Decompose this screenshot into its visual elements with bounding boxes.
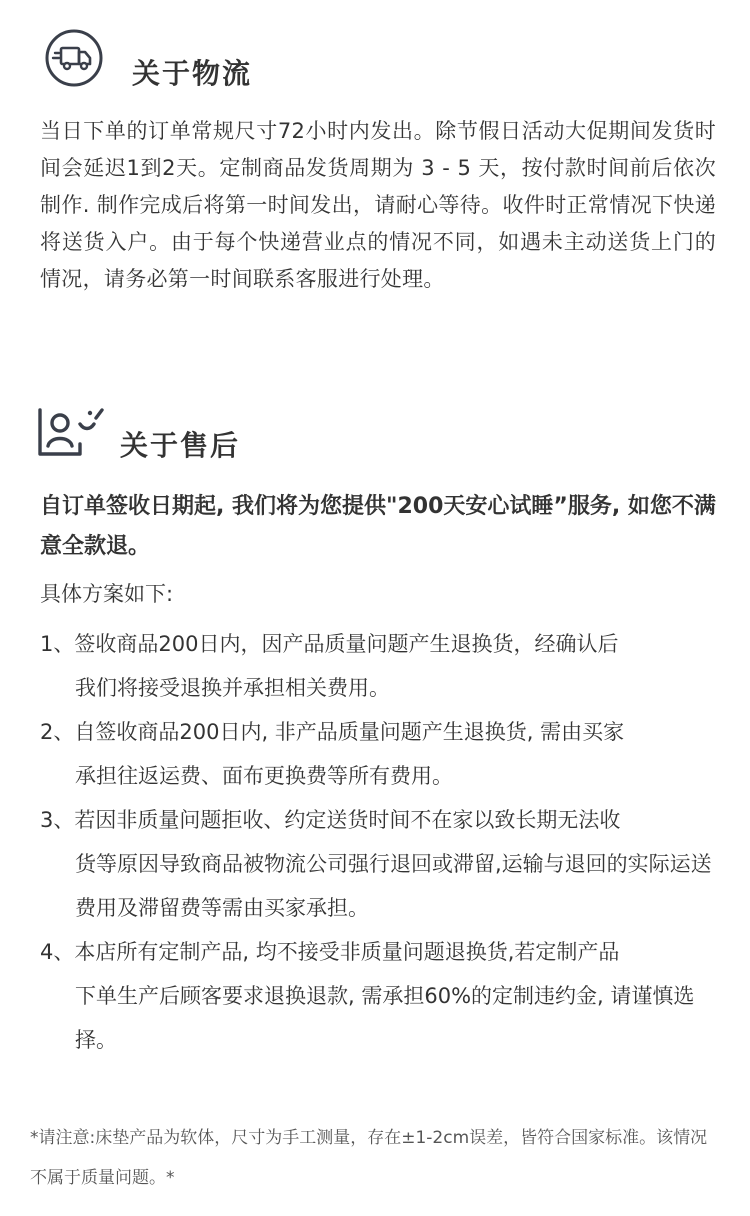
list-item: 4、本店所有定制产品, 均不接受非质量问题退换货,若定制产品 下单生产后顾客要求退换退款, 需承担60%的定制违约金, 请谨慎选择。	[40, 940, 695, 1052]
list-item: 3、若因非质量问题拒收、约定送货时间不在家以致长期无法收 货等原因导致商品被物流公司强行退回或滞留,运输与退回的实际运送费用及滞留费等需由买家承担。	[40, 808, 712, 920]
disclaimer-note: *请注意:床垫产品为软体，尺寸为手工测量，存在±1-2cm误差，皆符合国家标准。该情况不属于质量问题。*	[30, 1128, 708, 1188]
aftersale-title: 关于售后	[120, 429, 241, 462]
customer-service-icon	[34, 406, 108, 458]
list-item: 1、签收商品200日内，因产品质量问题产生退换货，经确认后 我们将接受退换并承担相关费用。	[40, 632, 619, 700]
aftersale-lead: 自订单签收日期起, 我们将为您提供"200天安心试睡”服务, 如您不满意全款退。	[40, 494, 716, 559]
aftersale-list	[40, 622, 720, 1062]
logistics-body: 当日下单的订单常规尺寸72小时内发出。除节假日活动大促期间发货时间会延迟1到2天。定制商品发货周期为 3 - 5 天，按付款时间前后依次制作. 制作完成后将第一时间发出，请耐心等待。收件时正常情况下快递将送货入户。由于每个快递营业点的情况不同，如遇未主动送货上门的情况，请务必第一时间联系客服进行处理。	[40, 119, 716, 291]
delivery-truck-icon	[44, 28, 104, 88]
logistics-title: 关于物流	[132, 57, 253, 90]
plan-label: 具体方案如下:	[40, 582, 174, 606]
list-item: 2、自签收商品200日内, 非产品质量问题产生退换货, 需由买家 承担往返运费、面布更换费等所有费用。	[40, 720, 625, 788]
